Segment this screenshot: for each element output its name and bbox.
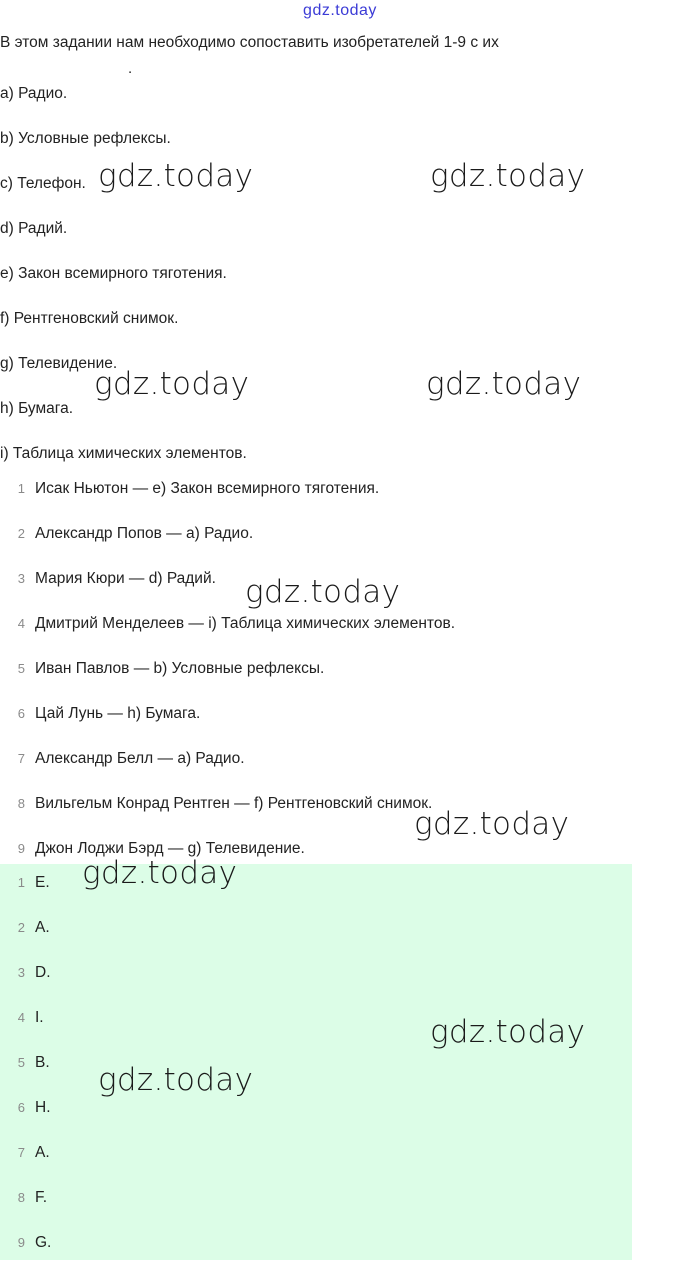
watermark: gdz.today: [94, 366, 250, 402]
match-item: [0, 748, 455, 793]
answer-number: 1: [17, 875, 25, 890]
matches-list: [0, 478, 455, 883]
intro-text: В этом задании нам необходимо сопоставить изобретателей 1-9 с их: [0, 34, 499, 51]
match-text: Александр Белл — a) Радио.: [35, 750, 245, 767]
answer-item: [0, 1052, 51, 1097]
answer-number: 8: [17, 1190, 25, 1205]
answer-text: F.: [35, 1189, 48, 1206]
option-item: f) Рентгеновский снимок.: [0, 310, 179, 327]
watermark: gdz.today: [414, 806, 570, 842]
match-number: 9: [17, 841, 25, 856]
option-item: b) Условные рефлексы.: [0, 130, 171, 147]
option-item: g) Телевидение.: [0, 355, 118, 372]
answers-list: [0, 872, 51, 1277]
watermark: gdz.today: [245, 574, 401, 610]
match-number: 7: [17, 751, 25, 766]
answer-text: A.: [35, 1144, 50, 1161]
answer-item: [0, 1142, 51, 1187]
answer-number: 4: [17, 1010, 25, 1025]
site-title-link[interactable]: gdz.today: [303, 2, 377, 19]
answer-number: 9: [17, 1235, 25, 1250]
match-text: Исак Ньютон — e) Закон всемирного тяготения.: [35, 480, 380, 497]
answer-item: [0, 1187, 51, 1232]
match-number: 8: [17, 796, 25, 811]
option-item: a) Радио.: [0, 85, 68, 102]
match-text: Вильгельм Конрад Рентген — f) Рентгеновский снимок.: [35, 795, 433, 812]
match-item: [0, 658, 455, 703]
answer-number: 6: [17, 1100, 25, 1115]
watermark: gdz.today: [430, 158, 586, 194]
match-text: Джон Лоджи Бэрд — g) Телевидение.: [35, 840, 305, 857]
answer-text: G.: [35, 1234, 52, 1251]
answer-item: [0, 872, 51, 917]
answer-text: D.: [35, 964, 51, 981]
answer-item: [0, 1097, 51, 1142]
match-number: 2: [17, 526, 25, 541]
answer-text: I.: [35, 1009, 44, 1026]
match-number: 5: [17, 661, 25, 676]
watermark: gdz.today: [426, 366, 582, 402]
answer-number: 2: [17, 920, 25, 935]
answers-panel: [0, 864, 632, 1260]
match-text: Мария Кюри — d) Радий.: [35, 570, 216, 587]
watermark: gdz.today: [82, 855, 238, 891]
match-item: [0, 793, 455, 838]
option-item: i) Таблица химических элементов.: [0, 445, 247, 462]
answer-item: [0, 962, 51, 1007]
answer-text: A.: [35, 919, 50, 936]
answer-text: B.: [35, 1054, 50, 1071]
match-number: 4: [17, 616, 25, 631]
match-item: [0, 703, 455, 748]
watermark: gdz.today: [430, 1014, 586, 1050]
answer-text: H.: [35, 1099, 51, 1116]
intro-dot: .: [128, 60, 133, 77]
answer-item: [0, 1007, 51, 1052]
match-text: Цай Лунь — h) Бумага.: [35, 705, 201, 722]
option-item: e) Закон всемирного тяготения.: [0, 265, 227, 282]
watermark: gdz.today: [98, 1062, 254, 1098]
match-number: 6: [17, 706, 25, 721]
option-item: c) Телефон.: [0, 175, 86, 192]
answer-text: E.: [35, 874, 50, 891]
option-item: h) Бумага.: [0, 400, 74, 417]
match-item: [0, 523, 455, 568]
options-list: [0, 83, 250, 488]
answer-number: 5: [17, 1055, 25, 1070]
answer-number: 7: [17, 1145, 25, 1160]
match-text: Александр Попов — a) Радио.: [35, 525, 254, 542]
answer-item: [0, 1232, 51, 1277]
match-text: Дмитрий Менделеев — i) Таблица химических элементов.: [35, 615, 456, 632]
answer-number: 3: [17, 965, 25, 980]
answer-item: [0, 917, 51, 962]
match-item: [0, 613, 455, 658]
match-number: 1: [17, 481, 25, 496]
option-item: d) Радий.: [0, 220, 68, 237]
watermark: gdz.today: [98, 158, 254, 194]
match-number: 3: [17, 571, 25, 586]
match-text: Иван Павлов — b) Условные рефлексы.: [35, 660, 325, 677]
match-item: [0, 478, 455, 523]
